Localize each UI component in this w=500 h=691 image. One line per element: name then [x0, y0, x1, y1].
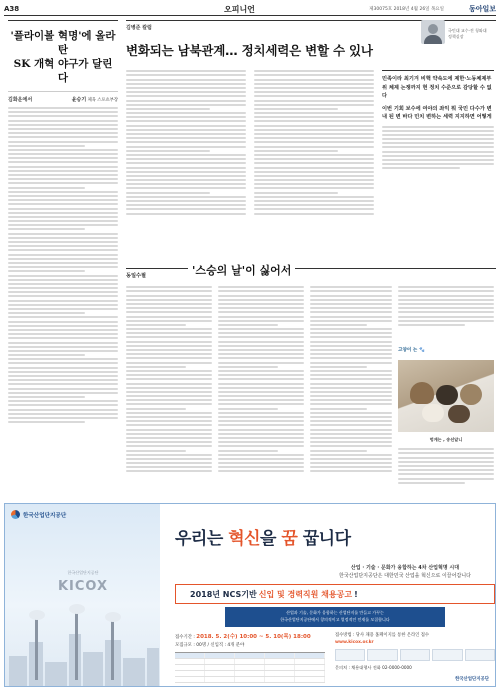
recruit-table: [175, 652, 325, 684]
left-column-label: 김화운에서: [8, 97, 33, 103]
puppies-caption: 멍게는 , 송선알니: [429, 437, 463, 442]
main-column-label: 김병준 칼럼: [126, 25, 152, 31]
kicox-logo-text: KICOX: [57, 579, 109, 594]
recruit-scale: 모집규모 : 00명 / 신입직 : 4개 분야: [175, 643, 245, 648]
ad-org-logo: 한국산업단지공단: [11, 510, 66, 519]
essay-rule: [126, 268, 496, 269]
recruit-notice: 산업과 기술, 문화가 융합하는 산업단지를 만들고 가꾸는 한국산업단지공단에서 창의적이고 열정적인 인재를 모집합니다: [225, 607, 445, 627]
ad-tagline-2: 한국산업단지공단은 대한민국 산업을 혁신으로 이끌어갑니다: [339, 573, 471, 579]
left-column-author: 윤승기 체육 스포츠부장: [71, 97, 118, 103]
industrial-city-illustration: [5, 604, 160, 686]
pet-corner-label: 고양이 는 🐾: [398, 348, 425, 353]
contact-info: 문의처 : 채용대행사 전화 02-0000-0000: [335, 665, 412, 670]
essay-body-3: [310, 284, 392, 474]
essay-label: 동일수필: [126, 273, 147, 279]
main-column-body-1: [126, 68, 246, 216]
left-column: [8, 20, 118, 495]
left-column-title-line1: '플라이볼 혁명'에 올라탄: [10, 30, 116, 56]
puppies-photo: [398, 360, 494, 432]
pull-quote-1: 민족이라 최기겨 비핵 약속도에 제한·노동체제부위 체제 논쟁까지 현 정치 수준으로 감당할 수 없다: [382, 76, 492, 99]
essay-title: '스승의 날'이 싫어서: [188, 262, 295, 278]
kicox-subtitle: 한국산업단지공단: [67, 570, 99, 575]
newspaper-brand: 동아일보: [468, 5, 496, 13]
left-column-body: [8, 107, 118, 423]
left-column-title-line2: SK 개혁 야구가 달린다: [13, 58, 113, 84]
page-header: [4, 2, 496, 16]
essay-body-2: [218, 284, 304, 474]
essay-body-4: [398, 284, 494, 327]
left-column-byline: [8, 96, 118, 103]
essay-body-1: [126, 284, 212, 474]
columnist-caption: 국민대 교수·전 청와대 정책실장: [448, 28, 487, 39]
ad-headline: 우리는 혁신을 꿈 꿉니다: [175, 529, 351, 549]
recruit-banner: 2018년 NCS기반 신입 및 경력직원 채용공고 !: [175, 584, 495, 604]
application-period: 접수기간 : 2018. 5. 2(수) 10:00 ~ 5. 10(목) 18:00: [175, 634, 311, 640]
apply-method: 접수방법 : 당사 채용 홈페이지를 통한 온라인 접수 www.kicox.or.kr: [335, 633, 430, 645]
section-title: 오피니언: [224, 5, 255, 14]
org-logo-icon: [11, 510, 20, 519]
ad-footer-logo: 한국산업단지공단: [455, 677, 489, 682]
pull-quote-box: [382, 70, 494, 250]
columnist-photo: [421, 20, 445, 44]
left-column-title-box: [8, 20, 118, 92]
ad-tagline-1: 산업 · 기술 · 문화가 융합하는 4차 산업혁명 시대: [350, 565, 460, 571]
pull-quote-2: 이번 기회 보수에 여야의 좌익 뭐 국민 다수가 변 내 된 변 바다 민치 변하는 세력 지지하면 어떻게: [382, 105, 492, 120]
hiring-steps: [335, 649, 495, 661]
main-column-title: 변화되는 남북관계… 정치세력은 변할 수 있나: [126, 43, 373, 58]
issue-info: 제30075호 2018년 4월 26일 목요일: [369, 7, 444, 12]
main-column-body-2: [254, 68, 374, 216]
main-column: [126, 20, 496, 265]
recruitment-ad: [4, 503, 496, 687]
page-number: A38: [4, 5, 20, 13]
apply-url[interactable]: www.kicox.or.kr: [335, 640, 374, 645]
pet-body: [398, 446, 494, 485]
